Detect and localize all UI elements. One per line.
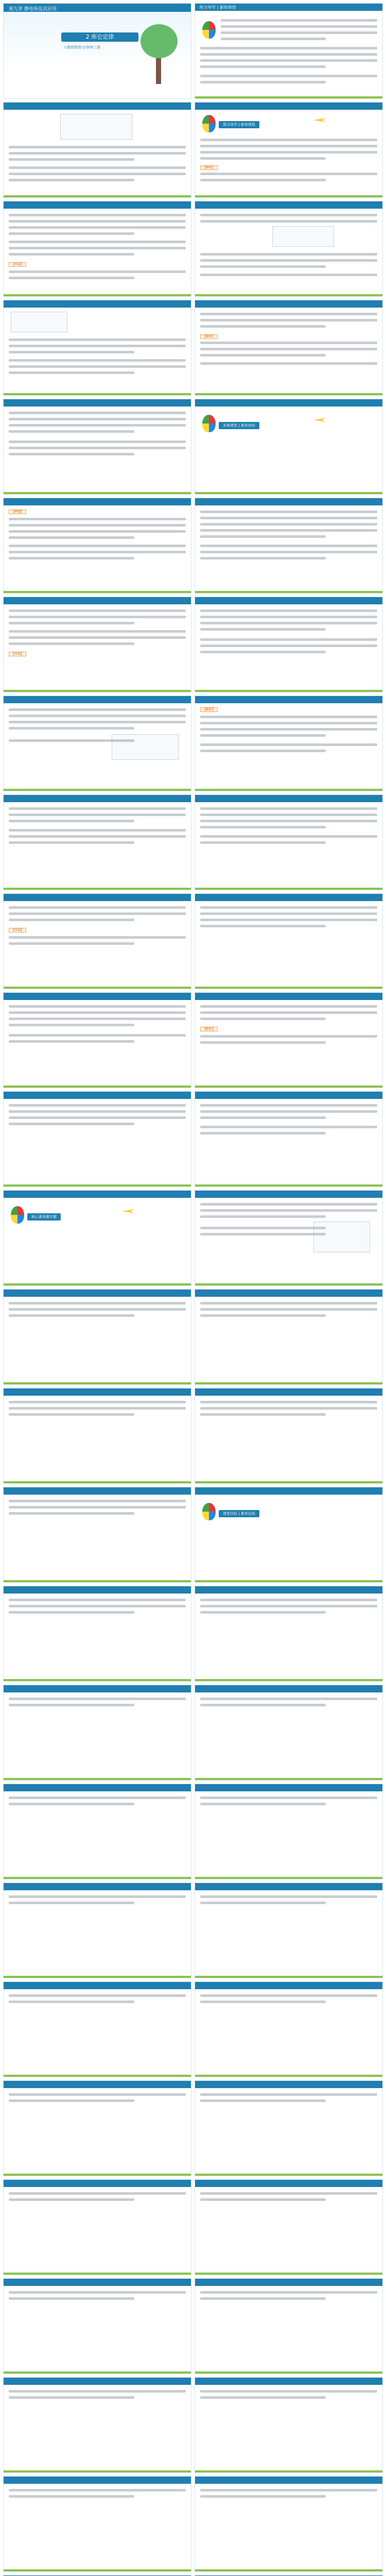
explain-tag: 【解析】 <box>200 1027 218 1031</box>
title-slide <box>3 3 191 99</box>
slide-content-47 <box>195 2476 383 2572</box>
slide-content-27 <box>3 1487 191 1583</box>
slide-content-7 <box>3 399 191 495</box>
slide-content-17 <box>195 893 383 989</box>
slide-content-15 <box>195 794 383 890</box>
balloon-icon <box>202 1503 216 1520</box>
slide-content-37 <box>195 1981 383 2077</box>
slide-content-26 <box>195 1388 383 1484</box>
slide-content-21 <box>195 1091 383 1187</box>
slide-content-2 <box>3 102 191 198</box>
slide-reading-2 <box>195 102 383 198</box>
answer-tag: 【答案】 <box>9 928 26 933</box>
slide-content-11 <box>195 597 383 692</box>
slide-content-5 <box>3 300 191 396</box>
slide-content-28 <box>3 1586 191 1682</box>
slide-content-25 <box>3 1388 191 1484</box>
answer-tag: 【答案】 <box>9 652 26 656</box>
slide-class-1 <box>195 1487 383 1583</box>
slide-content-22 <box>195 1190 383 1286</box>
slide-content-40 <box>3 2179 191 2275</box>
slide-practice-1 <box>195 399 383 495</box>
slide-content-31 <box>195 1685 383 1781</box>
practice-banner: 多维课堂 | 素养初培 <box>219 422 259 429</box>
plane-icon <box>122 1209 134 1213</box>
slide-content-10 <box>3 597 191 692</box>
chapter-bar <box>4 4 191 12</box>
slide-content-39 <box>195 2080 383 2176</box>
figure-box <box>112 734 179 760</box>
balloon-icon <box>202 21 216 39</box>
slide-content-13 <box>195 696 383 791</box>
slide-content-32 <box>3 1784 191 1879</box>
slide-content-41 <box>195 2179 383 2275</box>
slide-content-20 <box>3 1091 191 1187</box>
slide-content-30 <box>3 1685 191 1781</box>
slide-content-3 <box>3 201 191 297</box>
slide-content-42 <box>3 2278 191 2374</box>
slide-core-1 <box>3 1190 191 1286</box>
balloon-icon <box>202 115 216 132</box>
plane-icon <box>313 118 326 122</box>
figure-box <box>313 1222 370 1252</box>
slide-content-38 <box>3 2080 191 2176</box>
slide-content-35 <box>195 1883 383 1978</box>
answer-tag: 【答案】 <box>9 262 26 267</box>
tree-illustration <box>138 22 180 84</box>
slide-content-9 <box>195 498 383 594</box>
slide-content-23 <box>3 1289 191 1385</box>
class-banner: 课堂达标 | 素养达成 <box>219 1510 259 1517</box>
slide-content-24 <box>195 1289 383 1385</box>
slide-content-12 <box>3 696 191 791</box>
slide-content-4 <box>195 201 383 297</box>
section-banner: 预习导学 | 新知领悟 <box>199 5 236 10</box>
slide-content-34 <box>3 1883 191 1978</box>
reading-banner: 预习导学 | 新知领悟 <box>219 121 259 128</box>
slide-content-43 <box>195 2278 383 2374</box>
slide-content-29 <box>195 1586 383 1682</box>
chapter-title: 第九章 静电场及其应用 <box>9 7 57 12</box>
slide-content-36 <box>3 1981 191 2077</box>
slide-content-14 <box>3 794 191 890</box>
slide-content-19 <box>195 992 383 1088</box>
slide-content-44 <box>3 2377 191 2473</box>
figure-box <box>60 114 132 140</box>
plane-icon <box>313 418 326 422</box>
slide-content-45 <box>195 2377 383 2473</box>
slide-content-46 <box>3 2476 191 2572</box>
explain-tag: 【解析】 <box>200 165 218 170</box>
balloon-icon <box>202 415 216 432</box>
publisher-label: 人教版物理·必修第三册 <box>63 45 101 49</box>
figure-box <box>272 226 334 247</box>
explain-tag: 【解析】 <box>200 707 218 712</box>
slide-reading-1 <box>195 3 383 99</box>
slide-content-6 <box>195 300 383 396</box>
example-tag: 【例题】 <box>9 510 26 514</box>
slide-content-18 <box>3 992 191 1088</box>
slide-content-8 <box>3 498 191 594</box>
lesson-title: 2 库仑定律 <box>61 32 138 42</box>
slide-content-33 <box>195 1784 383 1879</box>
explain-tag: 【解析】 <box>200 334 218 339</box>
core-banner: 核心素养微专题 <box>27 1213 61 1221</box>
balloon-icon <box>11 1206 24 1224</box>
slide-content-16 <box>3 893 191 989</box>
figure-box <box>11 312 67 332</box>
